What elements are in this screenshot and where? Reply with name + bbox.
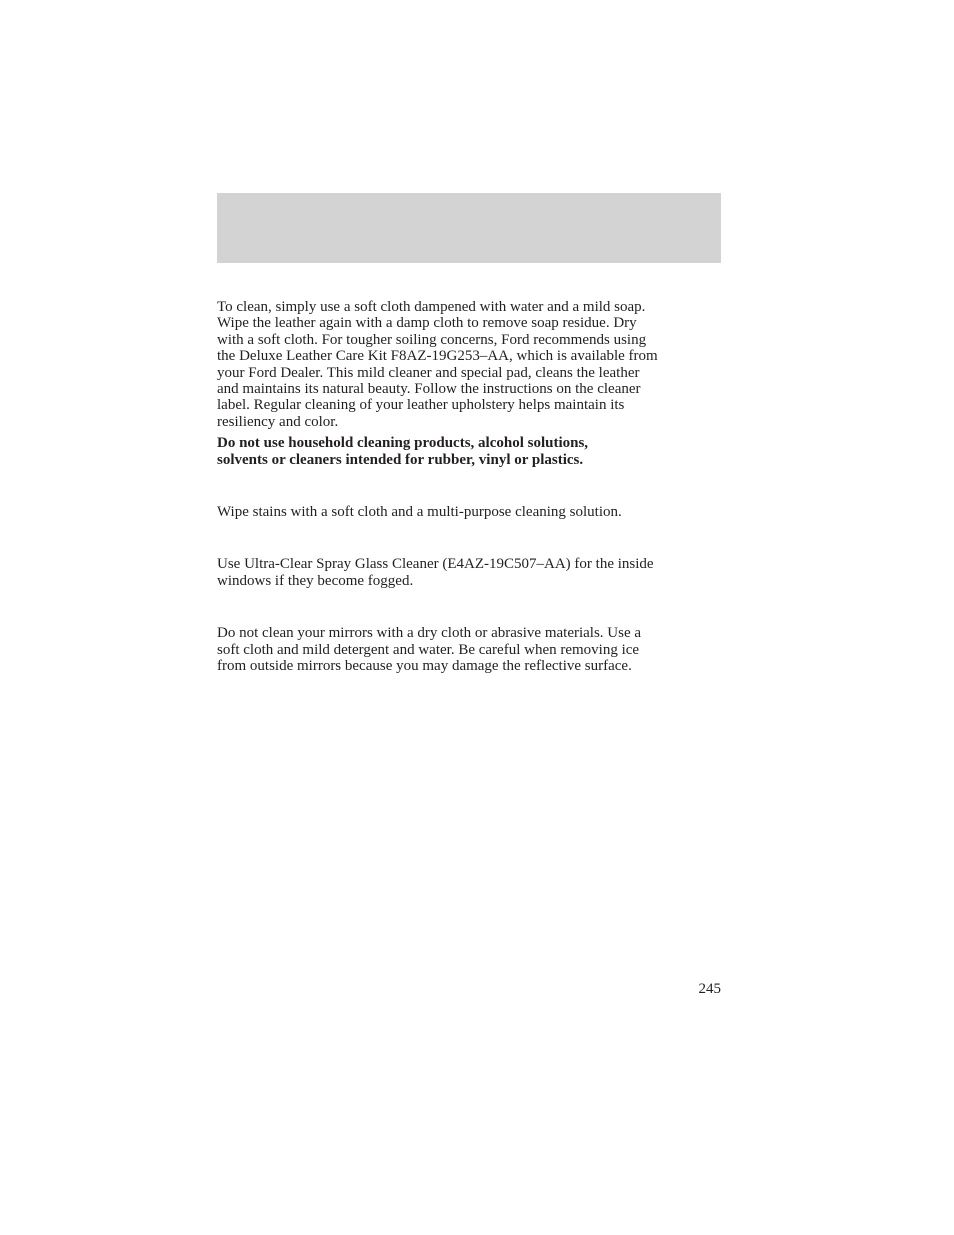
page-number: 245 <box>698 981 721 997</box>
page-content <box>217 299 721 675</box>
stains-paragraph: Wipe stains with a soft cloth and a multi-purpose cleaning solution. <box>217 504 622 521</box>
mirrors-paragraph: Do not clean your mirrors with a dry cloth or abrasive materials. Use a soft cloth and mild detergent and water. Be careful when removing ice from outside mirrors because you may damage the reflective surface. <box>217 625 642 675</box>
cleaning-warning-paragraph: Do not use household cleaning products, alcohol solutions, solvents or cleaners intended for rubber, vinyl or plastics. <box>217 435 589 468</box>
leather-cleaning-paragraph: To clean, simply use a soft cloth dampened with water and a mild soap. Wipe the leather again with a damp cloth to remove soap residue. Dry with a soft cloth. For tougher soiling concerns, Ford recommends using the Deluxe Leather Care Kit F8AZ-19G253–AA, which is available from your Ford Dealer. This mild cleaner and special pad, cleans the leather and maintains its natural beauty. Follow the instructions on the cleaner label. Regular cleaning of your leather upholstery helps maintain its resiliency and color. <box>217 299 658 430</box>
windows-paragraph: Use Ultra-Clear Spray Glass Cleaner (E4AZ-19C507–AA) for the inside windows if they become fogged. <box>217 556 654 589</box>
section-header-band <box>217 193 721 263</box>
